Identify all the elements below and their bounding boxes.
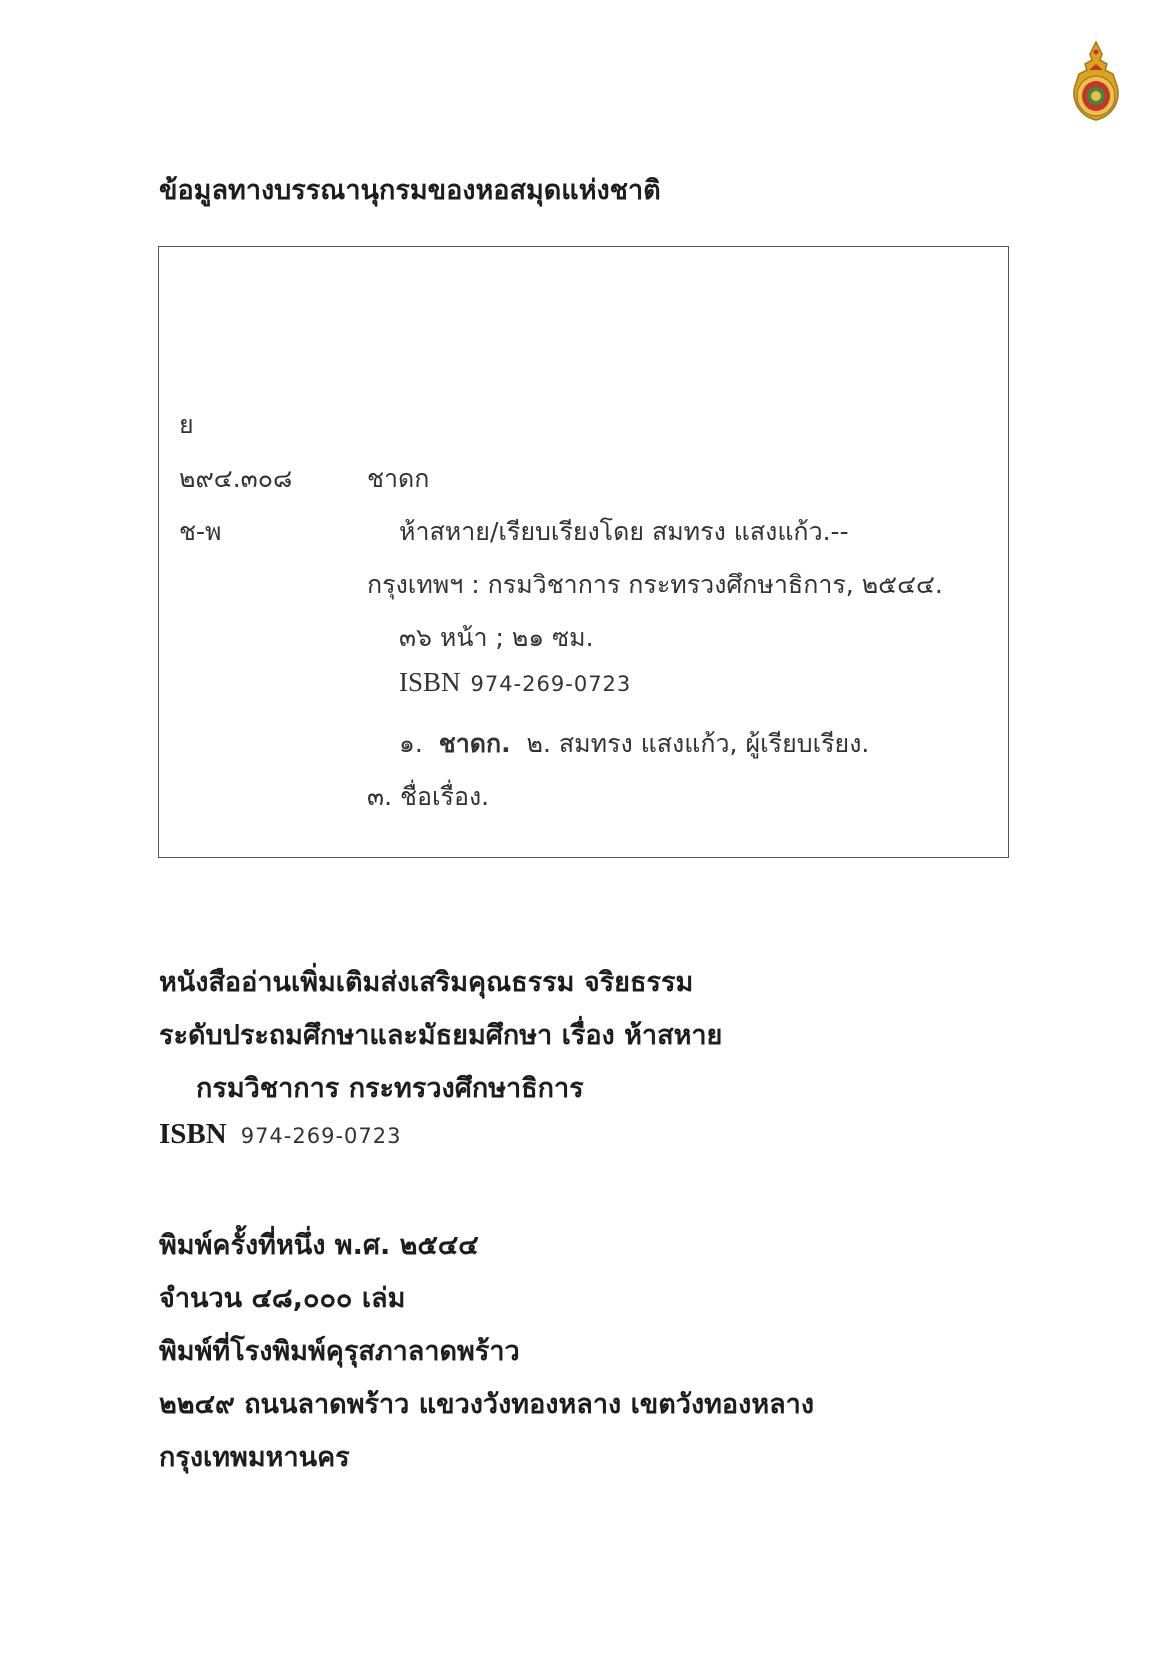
publisher-line: กรุงเทพฯ : กรมวิชาการ กระทรวงศึกษาธิการ, ๒๕๔๔. [367, 570, 943, 599]
catalog-card [158, 246, 1009, 858]
printer-line: พิมพ์ที่โรงพิมพ์คุรุสภาลาดพร้าว [159, 1336, 520, 1367]
page-heading: ข้อมูลทางบรรณานุกรมของหอสมุดแห่งชาติ [159, 175, 661, 206]
call-number: ๒๙๔.๓๐๘ [179, 464, 293, 493]
subject-1-number: ๑. [399, 729, 423, 758]
book-title-line1: หนังสืออ่านเพิ่มเติมส่งเสริมคุณธรรม จริยธรรม [159, 967, 694, 998]
edition-line: พิมพ์ครั้งที่หนึ่ง พ.ศ. ๒๕๔๔ [159, 1230, 479, 1261]
pages-line: ๓๖ หน้า ; ๒๑ ซม. [399, 623, 594, 652]
book-title-line2: ระดับประถมศึกษาและมัธยมศึกษา เรื่อง ห้าสหาย [159, 1020, 723, 1051]
book-isbn [159, 1118, 401, 1151]
card-isbn-label: ISBN [399, 667, 461, 697]
title-statement: ห้าสหาย/เรียบเรียงโดย สมทรง แสงแก้ว.-- [399, 517, 849, 546]
address-line: ๒๒๔๙ ถนนลาดพร้าว แขวงวังทองหลาง เขตวังทองหลาง [159, 1389, 815, 1420]
catalog-title: ชาดก [367, 464, 430, 493]
city-line: กรุงเทพมหานคร [159, 1442, 350, 1473]
book-isbn-label: ISBN [159, 1118, 227, 1150]
copies-line: จำนวน ๔๘,๐๐๐ เล่ม [159, 1283, 406, 1314]
subject-2: ๒. สมทรง แสงแก้ว, ผู้เรียบเรียง. [526, 729, 870, 758]
book-isbn-number: 974-269-0723 [240, 1124, 402, 1148]
card-isbn-number: 974-269-0723 [470, 672, 632, 696]
book-publisher: กรมวิชาการ กระทรวงศึกษาธิการ [196, 1073, 584, 1104]
ministry-emblem-icon [1067, 40, 1125, 122]
subject-3: ๓. ชื่อเรื่อง. [367, 782, 490, 811]
author-code: ช-พ [179, 517, 222, 546]
call-prefix: ย [179, 410, 194, 439]
subject-1: ชาดก. [438, 729, 511, 758]
subject-line [399, 724, 869, 764]
card-isbn [399, 667, 631, 698]
